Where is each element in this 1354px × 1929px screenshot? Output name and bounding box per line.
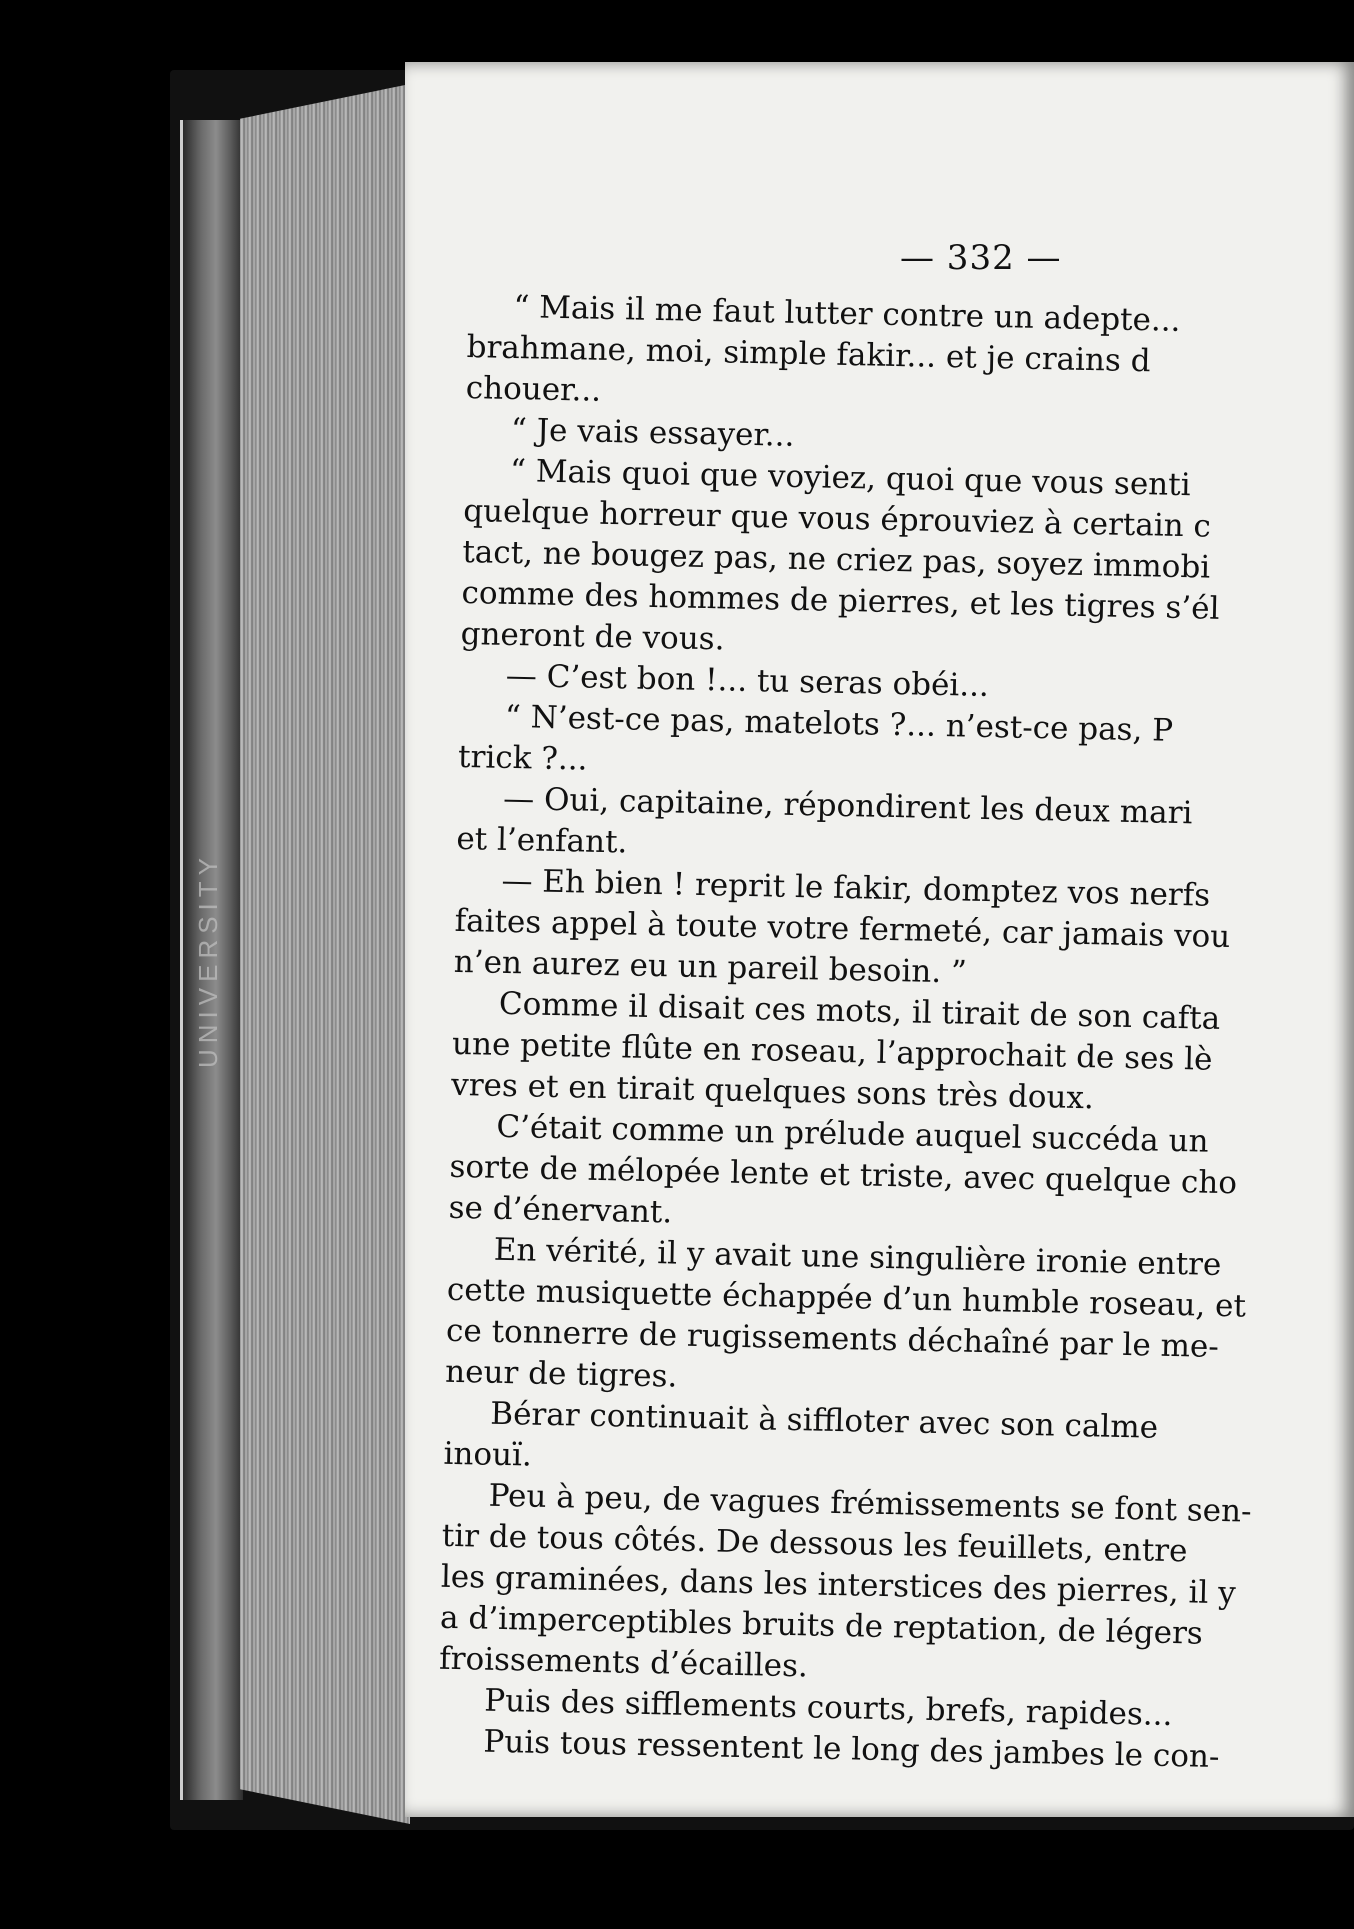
text-line: Comme il disait ces mots, il tirait de son cafta <box>498 985 1221 1037</box>
text-line: quelque horreur que vous éprouviez à certain c <box>462 492 1212 545</box>
text-line: Puis tous ressentent le long des jambes le con- <box>483 1723 1220 1776</box>
text-line: vres et en tirait quelques sons très doux. <box>450 1066 1095 1117</box>
page-number: — 332 — <box>900 238 1062 278</box>
text-line: se d’énervant. <box>448 1189 673 1231</box>
text-line: ce tonnerre de rugissements déchaîné par le me- <box>445 1312 1220 1365</box>
book-spine <box>180 120 243 1800</box>
text-line: chouer... <box>465 369 602 409</box>
text-line: n’en aurez eu un pareil besoin. ” <box>453 943 968 991</box>
text-line: En vérité, il y avait une singulière ironie entre <box>493 1231 1222 1283</box>
text-line: “ N’est-ce pas, matelots ?... n’est-ce pas, P <box>504 698 1174 749</box>
text-line: inouï. <box>443 1435 533 1474</box>
text-line: les graminées, dans les interstices des pierres, il y <box>440 1558 1237 1612</box>
text-line: une petite flûte en roseau, l’approchait de ses lè <box>451 1025 1213 1078</box>
text-line: “ Mais il me faut lutter contre un adepte... <box>513 288 1181 339</box>
text-line: brahmane, moi, simple fakir... et je crains d <box>466 328 1151 380</box>
text-line: — Oui, capitaine, répondirent les deux mari <box>502 780 1193 832</box>
text-line: faites appel à toute votre fermeté, car jamais vou <box>454 902 1231 956</box>
page-edges <box>240 84 410 1824</box>
text-line: et l’enfant. <box>456 820 628 861</box>
text-line: Peu à peu, de vagues frémissements se font sen- <box>488 1477 1252 1530</box>
text-line: neur de tigres. <box>444 1353 678 1395</box>
text-line: Bérar continuait à siffloter avec son calme <box>490 1395 1159 1446</box>
body-text <box>437 286 1354 1780</box>
text-line: trick ?... <box>457 738 588 778</box>
text-line: froissements d’écailles. <box>438 1640 809 1685</box>
text-line: — Eh bien ! reprit le fakir, domptez vos nerfs <box>501 862 1211 914</box>
text-line: tir de tous côtés. De dessous les feuillets, entre <box>441 1517 1188 1570</box>
text-line: Puis des sifflements courts, brefs, rapides... <box>484 1682 1173 1734</box>
text-line: a d’imperceptibles bruits de reptation, de légers <box>439 1599 1204 1652</box>
text-line: sorte de mélopée lente et triste, avec quelque cho <box>449 1148 1238 1202</box>
text-line: — C’est bon !... tu seras obéi... <box>505 657 990 704</box>
text-line: “ Mais quoi que voyiez, quoi que vous senti <box>509 452 1191 504</box>
text-line: gneront de vous. <box>460 615 725 658</box>
text-line: cette musiquette échappée d’un humble roseau, et <box>446 1271 1247 1325</box>
text-line: comme des hommes de pierres, et les tigres s’él <box>461 574 1220 627</box>
text-line: “ Je vais essayer... <box>510 411 795 454</box>
text-line: C’était comme un prélude auquel succéda un <box>496 1108 1209 1160</box>
text-line: tact, ne bougez pas, ne criez pas, soyez immobi <box>462 533 1211 586</box>
spine-label: UNIVERSITY <box>193 851 223 1069</box>
